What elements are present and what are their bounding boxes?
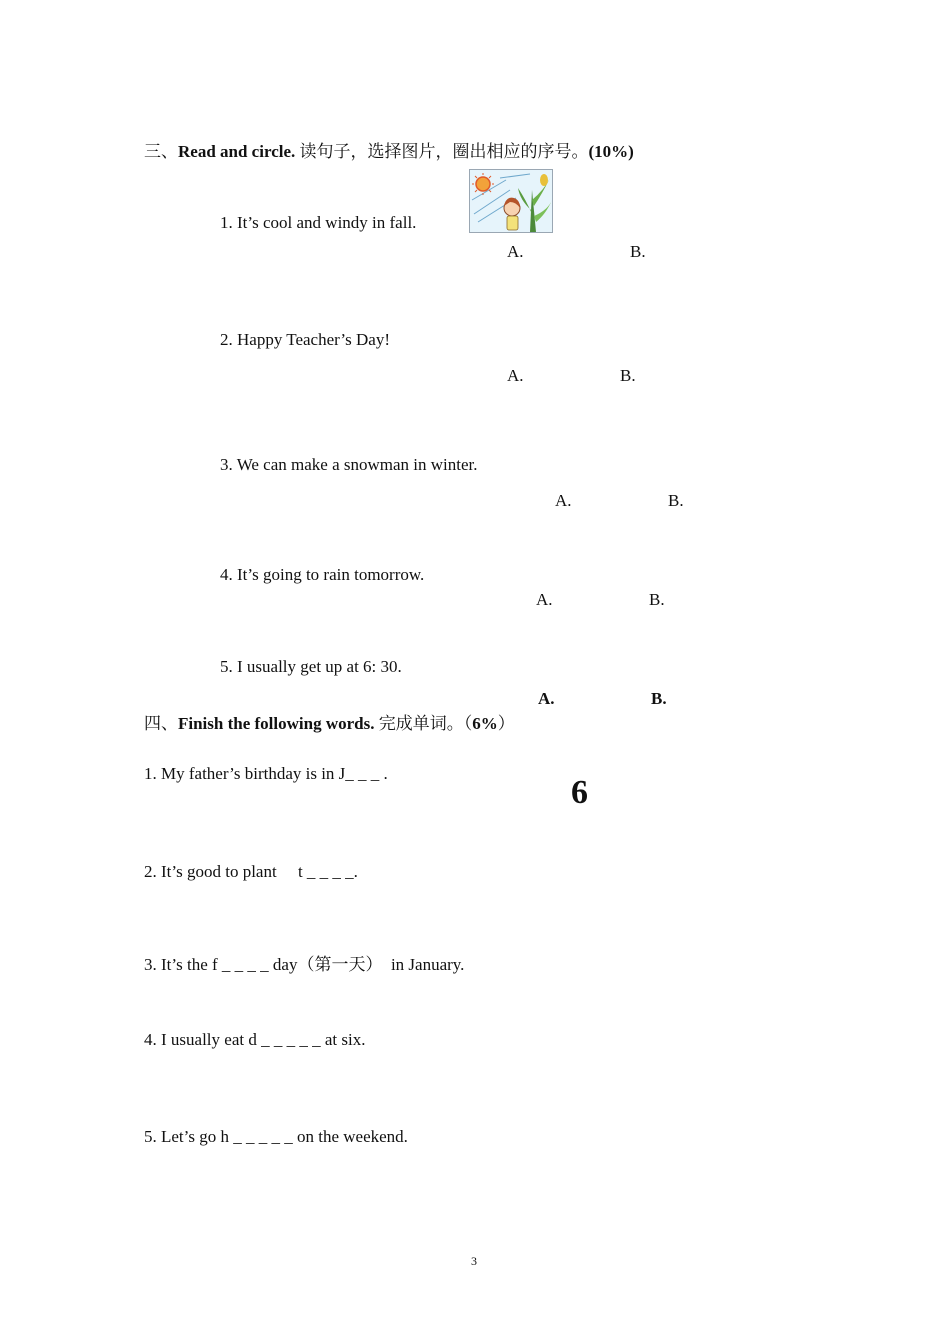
option-b-q3-4[interactable]: B. (649, 590, 665, 609)
option-b-q3-3[interactable]: B. (668, 491, 684, 510)
page-number: 3 (471, 1254, 477, 1268)
section-4-score-close: ） (497, 714, 515, 733)
question-4-1: 1. My father’s birthday is in J_ _ _ . (144, 764, 388, 783)
option-b-q3-2[interactable]: B. (620, 366, 636, 385)
question-3-1: 1. It’s cool and windy in fall. (220, 213, 417, 232)
question-3-5: 5. I usually get up at 6: 30. (220, 657, 402, 676)
section-4-title-en: Finish the following words. (178, 714, 375, 733)
section-3-title-en: Read and circle. (178, 142, 296, 161)
option-b-q3-5[interactable]: B. (651, 689, 667, 708)
section-3-score: (10%) (588, 142, 634, 161)
option-a-q3-1[interactable]: A. (507, 242, 524, 261)
option-b-q3-1[interactable]: B. (630, 242, 646, 261)
section-4-prefix: 四、 (144, 714, 178, 733)
section-4-score: 6% (472, 714, 498, 733)
section-3-title-cn: 读句子，选择图片，圈出相应的序号。 (295, 142, 589, 161)
question-3-2: 2. Happy Teacher’s Day! (220, 330, 391, 349)
question-3-4: 4. It’s going to rain tomorrow. (220, 565, 425, 584)
section-4-score-open: （ (463, 714, 473, 733)
question-3-3: 3. We can make a snowman in winter. (220, 455, 478, 474)
question-4-2: 2. It’s good to plant t _ _ _ _. (144, 862, 358, 881)
section-3-heading (144, 142, 634, 162)
question-4-5: 5. Let’s go h _ _ _ _ _ on the weekend. (144, 1127, 408, 1146)
option-a-q3-4[interactable]: A. (536, 590, 553, 609)
option-a-q3-3[interactable]: A. (555, 491, 572, 510)
section-4-title-cn: 完成单词。 (374, 714, 464, 733)
fall-picture (469, 169, 553, 233)
question-4-4: 4. I usually eat d _ _ _ _ _ at six. (144, 1030, 366, 1049)
fall-scene-image (470, 170, 552, 232)
section-4-heading (144, 714, 515, 734)
big-number: 6 (571, 774, 588, 811)
option-a-q3-2[interactable]: A. (507, 366, 524, 385)
option-a-q3-5[interactable]: A. (538, 689, 555, 708)
section-3-prefix: 三、 (144, 142, 178, 161)
question-4-3: 3. It’s the f _ _ _ _ day（第一天） in January. (144, 955, 465, 974)
